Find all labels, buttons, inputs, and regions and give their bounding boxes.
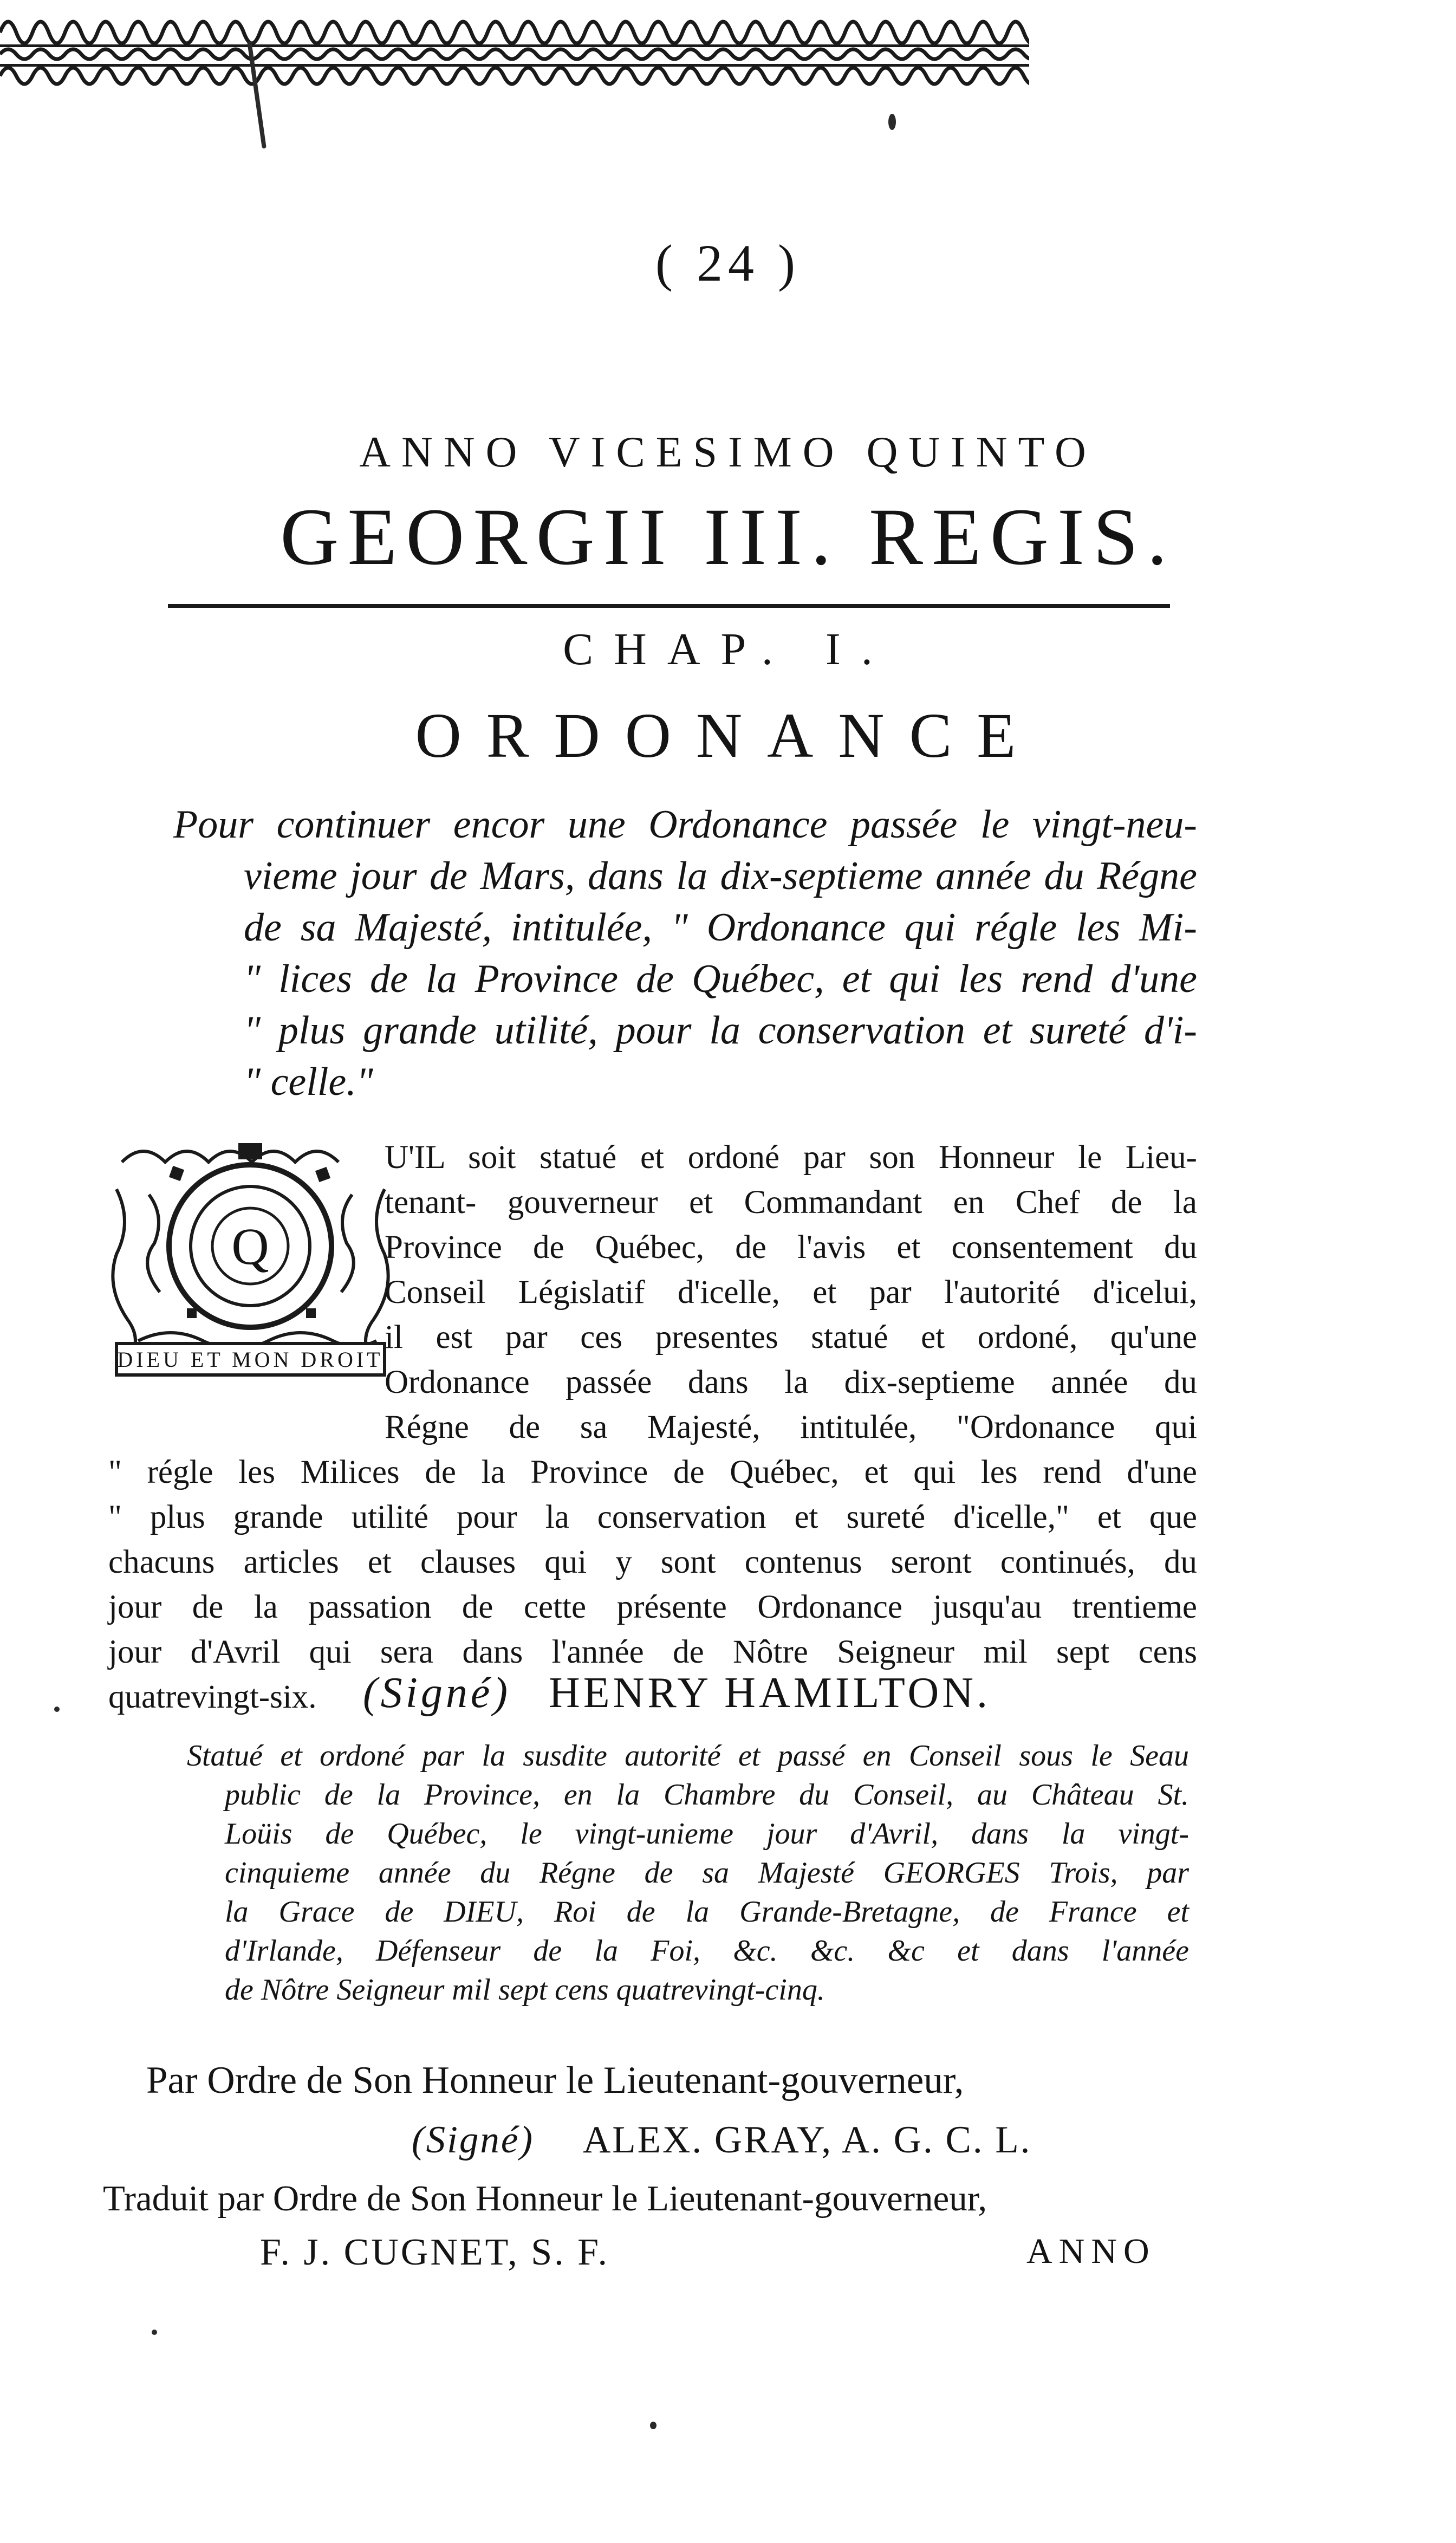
enactment-line: d'Irlande, Défenseur de la Foi, &c. &c. &c et dans l'année (225, 1934, 1189, 1968)
body-line: tenant- gouverneur et Commandant en Chef de la (385, 1184, 1197, 1221)
signatory-name: HENRY HAMILTON. (549, 1669, 991, 1717)
body-line: Province de Québec, de l'avis et consentement du (385, 1229, 1197, 1266)
gray-signature (412, 2118, 1031, 2162)
title-line: " celle." (244, 1060, 373, 1104)
body-line: chacuns articles et clauses qui y sont contenus seront continués, du (108, 1544, 1197, 1580)
body-line: jour de la passation de cette présente Ordonance jusqu'au trentieme (108, 1589, 1197, 1625)
hamilton-signature (363, 1669, 991, 1718)
reign-title: GEORGII III. REGIS. (280, 492, 1176, 582)
title-line: " plus grande utilité, pour la conservation et sureté d'i- (244, 1008, 1197, 1053)
signe-label: (Signé) (412, 2119, 535, 2161)
enactment-line: de Nôtre Seigneur mil sept cens quatrevingt-cinq. (225, 1973, 825, 2007)
catchword: ANNO (1026, 2231, 1156, 2271)
body-line: " régle les Milices de la Province de Québec, et qui les rend d'une (108, 1454, 1197, 1490)
decorative-ornament-band (0, 0, 1029, 103)
signe-label: (Signé) (363, 1669, 511, 1717)
ink-speck (152, 2330, 157, 2335)
body-line: Régne de sa Majesté, intitulée, "Ordonance qui (385, 1409, 1197, 1445)
horizontal-rule (168, 604, 1170, 608)
ordinance-body (108, 1135, 1197, 1720)
ink-speck (54, 1707, 60, 1712)
margin-handwriting (6, 65, 34, 553)
traduit-line: Traduit par Ordre de Son Honneur le Lieutenant-gouverneur, (103, 2178, 987, 2218)
enactment-line: Statué et ordoné par la susdite autorité et passé en Conseil sous le Seau (187, 1739, 1189, 1773)
body-line: quatrevingt-six. (108, 1679, 317, 1715)
ink-speck (650, 2422, 656, 2429)
initial-letter: Q (231, 1217, 269, 1275)
body-line: Conseil Législatif d'icelle, et par l'autorité d'icelui, (385, 1274, 1197, 1311)
ordonance-heading: ORDONANCE (415, 700, 1041, 771)
body-line: U'IL soit statué et ordoné par son Honneur le Lieu- (385, 1139, 1197, 1176)
ink-speck (888, 114, 896, 130)
chapter-heading: CHAP. I. (563, 624, 893, 674)
title-line: vieme jour de Mars, dans la dix-septieme année du Régne (244, 854, 1197, 898)
enactment-line: public de la Province, en la Chambre du Conseil, au Château St. (225, 1778, 1189, 1812)
enactment-line: Loüis de Québec, le vingt-unieme jour d'Avril, dans la vingt- (225, 1817, 1189, 1851)
title-line: de sa Majesté, intitulée, " Ordonance qui régle les Mi- (244, 905, 1197, 950)
page-number: ( 24 ) (655, 234, 801, 292)
seal-motto: DIEU ET MON DROIT (117, 1347, 384, 1372)
ordinance-title (173, 799, 1197, 1108)
enactment-clause (187, 1736, 1189, 2009)
enactment-line: cinquieme année du Régne de sa Majesté GEORGES Trois, par (225, 1856, 1189, 1890)
body-line: jour d'Avril qui sera dans l'année de Nôtre Seigneur mil sept cens (108, 1634, 1197, 1670)
signatory-name: ALEX. GRAY, A. G. C. L. (583, 2119, 1032, 2161)
title-line: " lices de la Province de Québec, et qui les rend d'une (244, 957, 1197, 1001)
body-line: il est par ces presentes statué et ordoné, qu'une (385, 1319, 1197, 1355)
body-line: " plus grande utilité pour la conservation et sureté d'icelle," et que (108, 1499, 1197, 1535)
body-line: Ordonance passée dans la dix-septieme année du (385, 1364, 1197, 1400)
par-ordre-line: Par Ordre de Son Honneur le Lieutenant-gouverneur, (146, 2059, 964, 2101)
anno-line: ANNO VICESIMO QUINTO (359, 429, 1097, 476)
translator-signature: F. J. CUGNET, S. F. (260, 2231, 609, 2273)
enactment-line: la Grace de DIEU, Roi de la Grande-Bretagne, de France et (225, 1895, 1189, 1929)
title-line: Pour continuer encor une Ordonance passée le vingt-neu- (173, 802, 1197, 847)
